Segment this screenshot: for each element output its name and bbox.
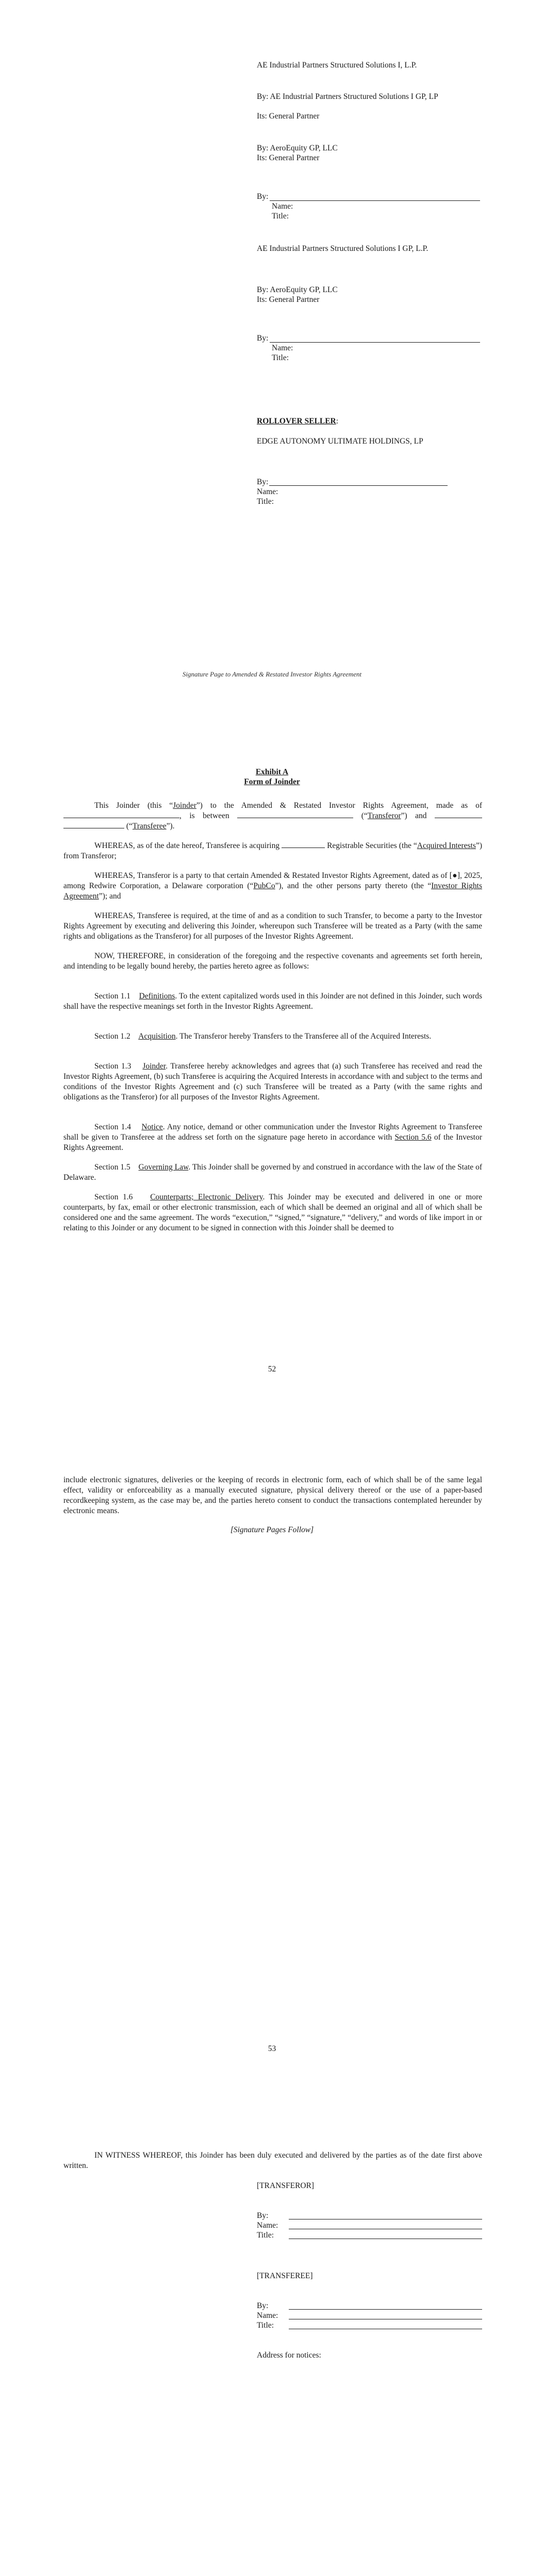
page-footer-irs: Signature Page to Amended & Restated Investor Rights Agreement	[182, 670, 362, 678]
its-general-partner-b: Its: General Partner	[257, 295, 320, 304]
section-1-1: Section 1.1 Definitions. To the extent capitalized words used in this Joinder are not defined in this Joinder, such words shall have the respective meanings set forth in the Investor Rights Agreement.	[63, 992, 482, 1011]
by-aeroequity: By: AeroEquity GP, LLC	[257, 144, 338, 152]
entity-ae-structured-solutions: AE Industrial Partners Structured Solutions I, L.P.	[257, 61, 417, 70]
transferee-label: [TRANSFEREE]	[257, 2272, 313, 2280]
title-label: Title:	[272, 212, 289, 221]
transferor-name-label: Name:	[257, 2221, 278, 2230]
intro-paragraph: This Joinder (this “Joinder”) to the Amended & Restated Investor Rights Agreement, made as of , is between (“Transferor”) and (“Transferee”).	[63, 801, 482, 832]
name-label-b: Name:	[272, 344, 293, 352]
form-of-joinder-heading: Form of Joinder	[244, 777, 300, 786]
whereas-2: WHEREAS, Transferor is a party to that certain Amended & Restated Investor Rights Agreement, dated as of [●], 2025, among Redwire Corporation, a Delaware corporation (“PubCo”), and the other persons party thereto (the “Investor Rights Agreement”); and	[63, 871, 483, 901]
rollover-entity: EDGE AUTONOMY ULTIMATE HOLDINGS, LP	[257, 437, 423, 446]
whereas-1: WHEREAS, as of the date hereof, Transferee is acquiring Registrable Securities (the “Acquired Interests”) from Transferor;	[63, 841, 482, 861]
signature-line-c	[269, 485, 448, 486]
entity-ae-structured-solutions-gp: AE Industrial Partners Structured Solutions I GP, L.P.	[257, 244, 428, 253]
name-label: Name:	[272, 202, 293, 211]
by-aeroequity-b: By: AeroEquity GP, LLC	[257, 285, 338, 294]
transferor-by-label: By:	[257, 2211, 269, 2220]
rollover-seller-heading: ROLLOVER SELLER:	[257, 417, 339, 426]
title-label-c: Title:	[257, 497, 274, 506]
section-1-6: Section 1.6 Counterparts; Electronic Delivery. This Joinder may be executed and delivered in one or more counterparts, by fax, email or other electronic transmission, each of which shall be deemed an original and all of which shall be considered one and the same agreement. The words “execution,” “signed,” “signature,” “delivery,” and words of like import in or relating to this Joinder or any document to be signed in connection with this Joinder shall be deemed to	[63, 1193, 482, 1233]
now-therefore: NOW, THEREFORE, in consideration of the foregoing and the respective covenants and agreements set forth herein, and intending to be legally bound hereby, the parties hereto agree as follows:	[63, 952, 482, 971]
by-gp-lp: By: AE Industrial Partners Structured Solutions I GP, LP	[257, 92, 438, 101]
transferee-by-line	[289, 2309, 482, 2310]
exhibit-heading: Exhibit A	[255, 768, 289, 776]
transferee-title-label: Title:	[257, 2321, 274, 2330]
signature-line-b	[270, 342, 480, 343]
signature-pages-follow: [Signature Pages Follow]	[230, 1526, 314, 1534]
signature-by-label-b: By:	[257, 334, 269, 343]
transferee-by-label: By:	[257, 2301, 269, 2310]
transferee-name-label: Name:	[257, 2311, 278, 2320]
transferor-label: [TRANSFEROR]	[257, 2181, 315, 2190]
name-label-c: Name:	[257, 487, 278, 496]
its-general-partner: Its: General Partner	[257, 112, 320, 121]
section-1-3: Section 1.3 Joinder. Transferee hereby acknowledges and agrees that (a) such Transferee has received and read the Investor Rights Agreement, (b) such Transferee is acquiring the Acquired Interests in accordance with and subject to the terms and conditions of the Investor Rights Agreement and (c) such Transferee will be treated as a Party (with the same rights and obligations as the Transferor) for all purposes of the Investor Rights Agreement.	[63, 1062, 483, 1102]
address-for-notices: Address for notices:	[257, 2351, 321, 2360]
section-1-5: Section 1.5 Governing Law. This Joinder shall be governed by and construed in accordance with the law of the State of Delaware.	[63, 1163, 483, 1182]
section-1-2: Section 1.2 Acquisition. The Transferor hereby Transfers to the Transferee all of the Acquired Interests.	[94, 1032, 432, 1041]
its-general-partner-2: Its: General Partner	[257, 154, 320, 162]
section-1-4: Section 1.4 Notice. Any notice, demand or other communication under the Investor Rights Agreement to Transferee shall be given to Transferee at the address set forth on the signature page hereto in accordance with Section 5.6 of the Investor Rights Agreement.	[63, 1123, 482, 1153]
section-1-6-continuation: include electronic signatures, deliveries or the keeping of records in electronic form, each of which shall be of the same legal effect, validity or enforceability as a manually executed signature, physical delivery thereof or the use of a paper-based recordkeeping system, as the case may be, and the parties hereto consent to conduct the transactions contemplated hereunder by electronic means.	[63, 1476, 482, 1516]
transferor-title-label: Title:	[257, 2231, 274, 2240]
page-number-52: 52	[268, 1364, 276, 1374]
signature-by-label: By:	[257, 192, 269, 201]
page-number-53: 53	[268, 2044, 276, 2053]
in-witness-whereof: IN WITNESS WHEREOF, this Joinder has been duly executed and delivered by the parties as of the date first above written.	[63, 2151, 482, 2171]
title-label-b: Title:	[272, 353, 289, 362]
whereas-3: WHEREAS, Transferee is required, at the time of and as a condition to such Transfer, to become a party to the Investor Rights Agreement by executing and delivering this Joinder, whereupon such Transferee will be treated as a Party (with the same rights and obligations as the Transferor) for all purposes of the Investor Rights Agreement.	[63, 911, 482, 941]
signature-line	[270, 200, 480, 201]
signature-by-label-c: By:	[257, 478, 269, 486]
